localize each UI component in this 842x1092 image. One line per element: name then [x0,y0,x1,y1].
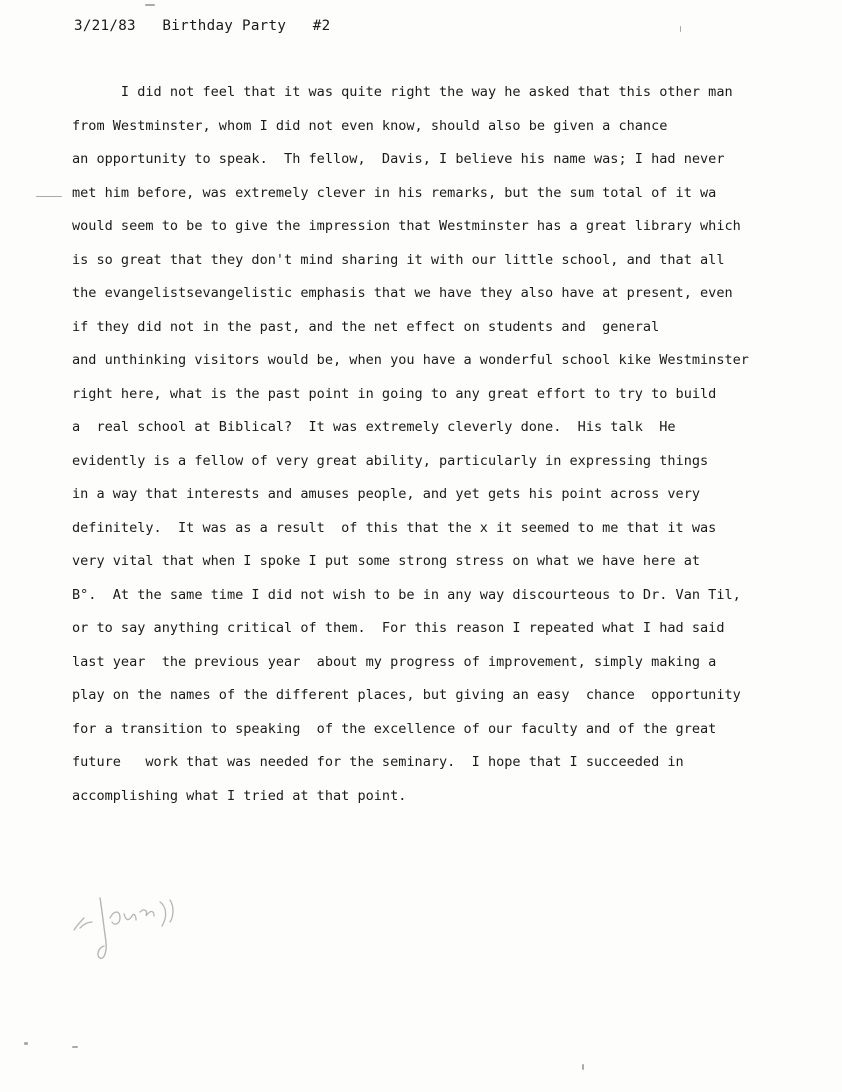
body-line: or to say anything critical of them. For this reason I repeated what I had said [72,620,725,636]
body-line: is so great that they don't mind sharing it with our little school, and that all [72,251,725,268]
paper-speck [680,26,681,32]
body-line: evidently is a fellow of very great ability, particularly in expressing things [72,452,709,469]
paper-speck [24,1042,28,1045]
body-line: future work that was needed for the seminary. I hope that I succeeded in [72,754,684,770]
body-line: for a transition to speaking of the excellence of our faculty and of the great [72,720,717,737]
body-line: and unthinking visitors would be, when you have a wonderful school kike Westminster [72,352,749,368]
body-line: B°. At the same time I did not wish to be in any way discourteous to Dr. Van Til, [72,586,741,603]
body-line: a real school at Biblical? It was extremely cleverly done. His talk He [72,419,676,435]
paper-speck [582,1064,584,1070]
body-line: I did not feel that it was quite right the way he asked that this other man [72,84,733,100]
paper-speck [36,196,62,197]
body-line: an opportunity to speak. Th fellow, Davis, I believe his name was; I had never [72,151,725,167]
body-line: definitely. It was as a result of this that the x it seemed to me that it was [72,519,717,536]
document-header: 3/21/83 Birthday Party #2 [74,18,331,34]
body-line: very vital that when I spoke I put some strong stress on what we have here at [72,553,701,569]
paper-speck [72,1046,78,1048]
body-line: accomplishing what I tried at that point. [72,787,407,804]
document-body [72,82,749,819]
body-line: from Westminster, whom I did not even know, should also be given a chance [72,117,668,134]
body-line: the evangelistsevangelistic emphasis that we have they also have at present, even [72,285,733,301]
paper-speck [145,4,155,6]
body-line: right here, what is the past point in going to any great effort to try to build [72,385,717,402]
body-line: would seem to be to give the impression that Westminster has a great library which [72,218,741,234]
handwritten-signature [70,880,190,970]
body-line: met him before, was extremely clever in his remarks, but the sum total of it wa [72,184,717,201]
body-line: if they did not in the past, and the net effect on students and general [72,318,660,335]
body-line: play on the names of the different places, but giving an easy chance opportunity [72,687,741,703]
body-line: in a way that interests and amuses people, and yet gets his point across very [72,486,701,502]
body-line: last year the previous year about my progress of improvement, simply making a [72,653,717,670]
